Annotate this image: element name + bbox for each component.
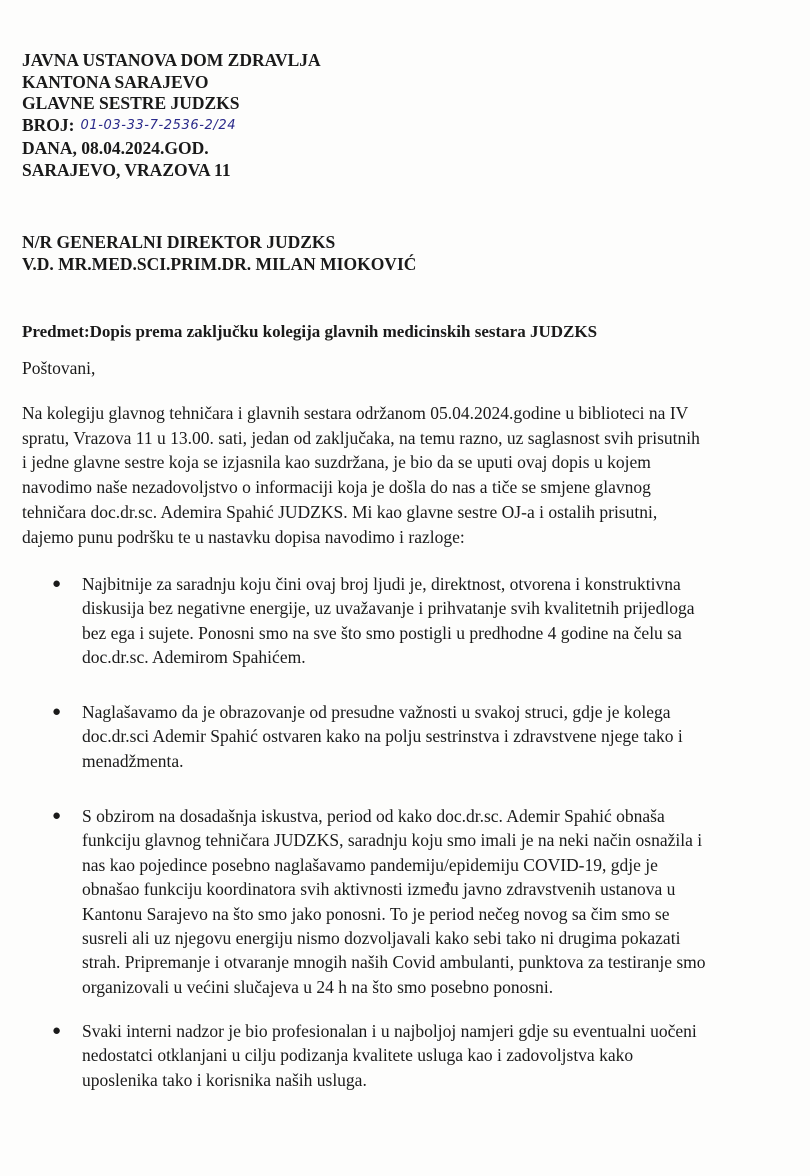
recipient-name: V.D. MR.MED.SCI.PRIM.DR. MILAN MIOKOVIĆ [22,254,417,274]
sender-institution: JAVNA USTANOVA DOM ZDRAVLJA [22,50,321,70]
bullet-line: Kantonu Sarajevo na što smo jako ponosni. To je period nečeg novog sa čim smo se [82,903,670,924]
bullet-line: Naglašavamo da je obrazovanje od presudne važnosti u svakoj struci, gdje je kolega [82,702,671,722]
bullet-line: S obzirom na dosadašnja iskustva, period od kako doc.dr.sc. Ademir Spahić obnaša [82,806,665,826]
intro-line: navodimo naše nezadovoljstvo o informaciji koja je došla do nas a tiče se smjene glavnog [22,477,651,498]
bullet-line: doc.dr.sci Ademir Spahić ostvaren kako na polju sestrinstva i zdravstvene njege tako i [82,726,683,747]
intro-line: tehničara doc.dr.sc. Ademira Spahić JUDZKS. Mi kao glavne sestre OJ-a i ostalih prisutni, [22,501,658,522]
intro-line: Na kolegiju glavnog tehničara i glavnih sestara održanom 05.04.2024.godine u biblioteci na IV [22,403,689,423]
bullet-line: susreli ali uz njegovu energiju nismo dozvoljavali kako sebi tako ni drugima pokazati [82,928,681,949]
bullet-line: organizovali u većini slučajeva u 24 h na što smo posebno ponosni. [82,976,554,997]
intro-paragraph [22,401,797,549]
bullet-line: Svaki interni nadzor je bio profesionalan i u najboljoj namjeri gdje su eventualni uočeni [82,1021,697,1041]
bullet-text [82,572,802,670]
bullet-line: strah. Pripremanje i otvaranje mnogih naših Covid ambulanti, punktova za testiranje smo [82,952,706,973]
bullet-dot-icon: ● [52,704,62,720]
bullet-dot-icon: ● [52,808,62,824]
bullet-line: diskusija bez negativne energije, uz uvažavanje i prihvatanje svih kvalitetnih prijedloga [82,598,695,619]
bullet-line: nas kao pojedince posebno naglašavamo pandemiju/epidemiju COVID-19, gdje je [82,854,658,875]
recipient-title: N/R GENERALNI DIREKTOR JUDZKS [22,232,336,252]
sender-canton: KANTONA SARAJEVO [22,71,209,92]
greeting: Poštovani, [22,358,96,378]
bullet-text [82,804,802,999]
intro-line: i jedne glavne sestre koja se izjasnila kao suzdržana, je bio da se uputi ovaj dopis u kojem [22,452,651,473]
document-date: DANA, 08.04.2024.GOD. [22,138,209,158]
sender-header [22,50,782,181]
subject-line: Predmet:Dopis prema zaključku kolegija glavnih medicinskih sestara JUDZKS [22,322,598,341]
bullet-line: obnašao funkciju koordinatora svih aktivnosti između javno zdravstvenih ustanova u [82,879,676,900]
intro-line: dajemo punu podršku te u nastavku dopisa navodimo i razloge: [22,526,465,547]
bullet-line: doc.dr.sc. Ademirom Spahićem. [82,647,306,668]
reference-number-handwritten: 01-03-33-7-2536-2/24 [80,117,237,133]
sender-department: GLAVNE SESTRE JUDZKS [22,93,240,113]
recipient-block [22,231,782,275]
reference-number-label: BROJ: [22,114,75,135]
bullet-line: Najbitnije za saradnju koju čini ovaj broj ljudi je, direktnost, otvorena i konstruktivna [82,574,681,594]
bullet-line: menadžmenta. [82,750,184,771]
bullet-line: uposlenika tako i korisnika naših usluga. [82,1069,367,1090]
bullet-text [82,1019,802,1092]
bullet-line: nedostatci otklanjani u cilju podizanja kvalitete usluga kao i zadovoljstva kako [82,1045,634,1066]
bullet-line: funkciju glavnog tehničara JUDZKS, saradnju koju smo imali je na neki način osnažila i [82,830,703,851]
bullet-text [82,700,802,773]
intro-line: spratu, Vrazova 11 u 13.00. sati, jedan od zaključaka, na temu razno, uz saglasnost svih prisutnih [22,427,700,448]
reference-number-row [22,115,782,139]
bullet-dot-icon: ● [52,576,62,592]
bullet-line: bez ega i sujete. Ponosni smo na sve što smo postigli u predhodne 4 godine na čelu sa [82,622,682,643]
bullet-dot-icon: ● [52,1023,62,1039]
sender-address: SARAJEVO, VRAZOVA 11 [22,159,231,180]
